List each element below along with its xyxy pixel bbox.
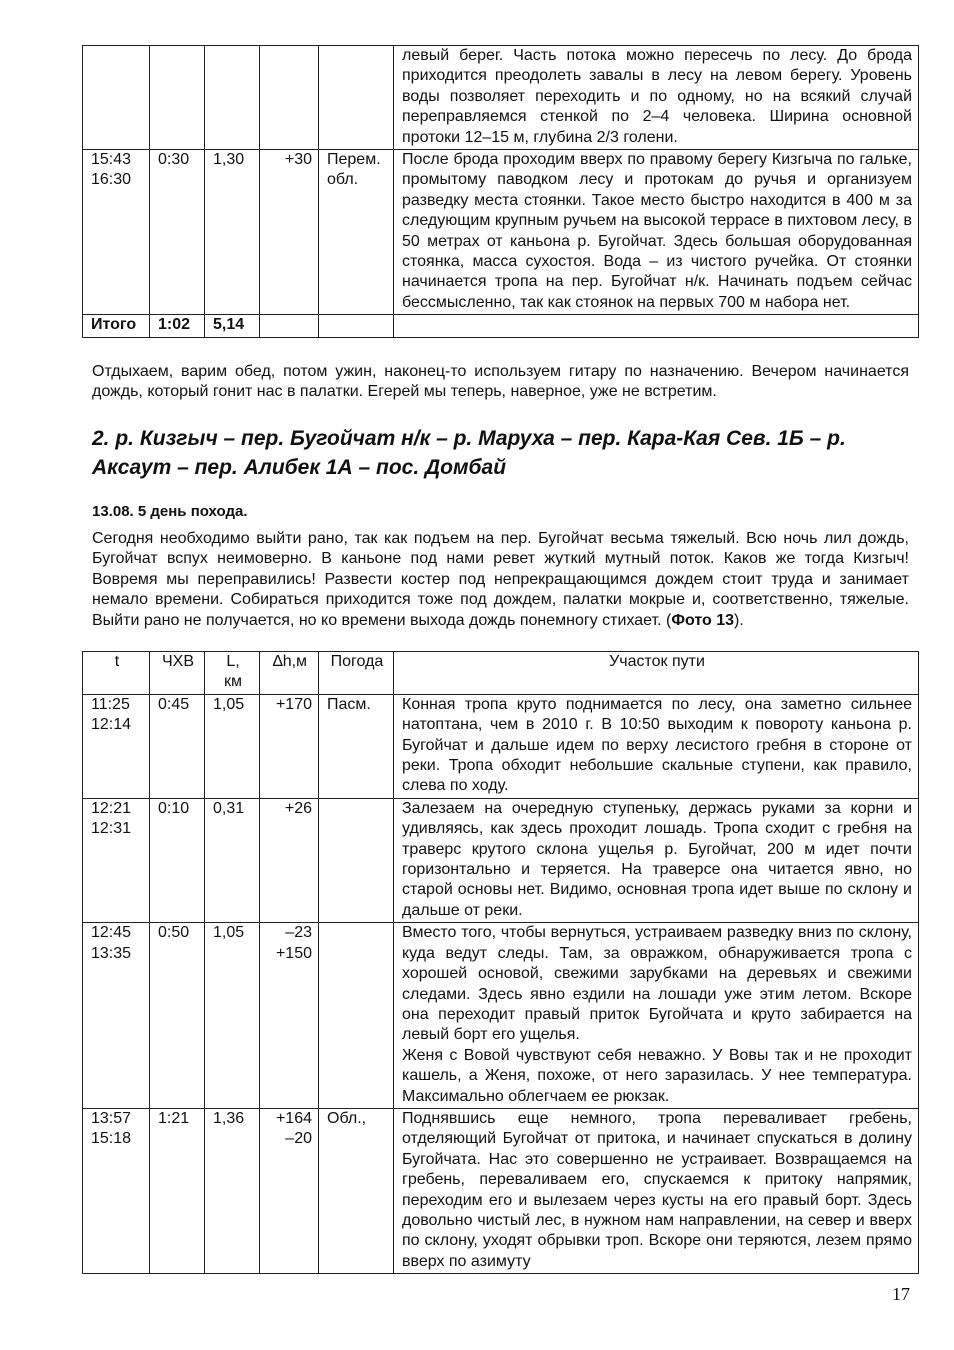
total-row xyxy=(83,315,919,337)
paragraph-day5-suffix: ). xyxy=(733,611,744,629)
length-cell: 1,05 xyxy=(205,923,260,1109)
height-cell: +164 –20 xyxy=(260,1108,319,1273)
length-cell: 1,36 xyxy=(205,1108,260,1273)
table-row xyxy=(83,150,919,315)
page-number: 17 xyxy=(892,1284,910,1304)
chv-cell: 0:50 xyxy=(150,923,205,1109)
total-chv: 1:02 xyxy=(150,315,205,337)
description-cell: Залезаем на очередную ступеньку, держась руками за корни и удивляясь, как здесь проходит лошадь. Тропа сходит с гребня на траверс крутого склона ущелья р. Бугойчат, 200 м идет почти горизонтально и теряется. На траверсе она читается явно, но старой основы нет. Видимо, основная тропа идет выше по склону и дальше от реки. xyxy=(394,798,919,922)
weather-cell: Пасм. xyxy=(319,694,394,798)
paragraph-day5 xyxy=(92,529,909,631)
weather-cell: Обл., xyxy=(319,1108,394,1273)
route-log-table-continued xyxy=(82,45,919,338)
description-cell: Вместо того, чтобы вернуться, устраиваем разведку вниз по склону, куда ведут следы. Там, за овражком, обнаруживается тропа с хорошей основой, свежими зарубками на деревьях и свежими следами. Здесь явно ездили на лошади уже этим летом. Вскоре она переходит правый приток Бугойчата и круто забирается на левый борт его ущелья. Женя с Вовой чувствуют себя неважно. У Вовы так и не проходит кашель, а Женя, похоже, от него заразилась. У нее температура. Максимально облегчаем ее рюкзак. xyxy=(394,923,919,1109)
table-row xyxy=(83,798,919,922)
table-header-row xyxy=(83,652,919,695)
route-log-table-day5 xyxy=(82,651,919,1274)
paragraph-evening: Отдыхаем, варим обед, потом ужин, наконец-то используем гитару по назначению. Вечером начинается дождь, который гонит нас в палатки. Егерей мы теперь, наверное, уже не встретим. xyxy=(92,363,909,401)
time-cell: 13:57 15:18 xyxy=(83,1108,150,1273)
time-cell xyxy=(83,46,150,150)
description-cell: Конная тропа круто поднимается по лесу, она заметно сильнее натоптана, чем в 2010 г. В 10:50 выходим к повороту каньона р. Бугойчат и дальше идем по верху лесистого гребня в стороне от реки. Тропа обходит небольшие скальные ступени, как правило, слева по ходу. xyxy=(394,694,919,798)
day-heading: 13.08. 5 день похода. xyxy=(92,503,248,520)
chv-cell: 0:30 xyxy=(150,150,205,315)
time-cell: 11:25 12:14 xyxy=(83,694,150,798)
total-label: Итого xyxy=(83,315,150,337)
description-cell: левый берег. Часть потока можно пересечь по лесу. До брода приходится преодолеть завалы в лесу на левом берегу. Уровень воды позволяет переходить и по одному, но на всякий случай переправляемся стенкой по 2–4 человека. Ширина основной протоки 12–15 м, глубина 2/3 голени. xyxy=(394,46,919,150)
time-cell: 15:43 16:30 xyxy=(83,150,150,315)
height-cell: –23 +150 xyxy=(260,923,319,1109)
chv-cell: 0:45 xyxy=(150,694,205,798)
weather-cell xyxy=(319,798,394,922)
total-empty xyxy=(319,315,394,337)
description-cell: Поднявшись еще немного, тропа переваливает гребень, отделяющий Бугойчат от притока, и начинает спускаться в долину Бугойчата. Нас это совершенно не устраивает. Возвращаемся на гребень, переваливаем его, спускаемся к притоку напрямик, переходим его и вылезаем через кусты на его правый борт. Здесь довольно чистый лес, в нужном нам направлении, на север и вверх по склону, уходят обрывки троп. Вскоре они теряются, лезем прямо вверх по азимуту xyxy=(394,1108,919,1273)
chv-cell: 0:10 xyxy=(150,798,205,922)
description-cell: После брода проходим вверх по правому берегу Кизгыча по гальке, промытому паводком лесу и протокам до ручья и организуем разведку места стоянки. Такое место быстро находится в 400 м за следующим крупным ручьем на высокой террасе в пихтовом лесу, в 50 метрах от каньона р. Бугойчат. Здесь большая оборудованная стоянка, масса сухостоя. Вода – из чистого ручейка. От стоянки начинается тропа на пер. Бугойчат н/к. Начинать подъем сейчас бессмысленно, так как стоянок на первых 700 м набора нет. xyxy=(394,150,919,315)
table-row xyxy=(83,1108,919,1273)
table-row xyxy=(83,923,919,1109)
table-row xyxy=(83,694,919,798)
chv-cell: 1:21 xyxy=(150,1108,205,1273)
height-cell: +170 xyxy=(260,694,319,798)
length-cell xyxy=(205,46,260,150)
time-cell: 12:45 13:35 xyxy=(83,923,150,1109)
header-length: L, км xyxy=(205,652,260,695)
section-heading: 2. р. Кизгыч – пер. Бугойчат н/к – р. Маруха – пер. Кара-Кая Сев. 1Б – р. Аксаут – пер. Алибек 1А – пос. Домбай xyxy=(92,427,846,479)
total-empty xyxy=(260,315,319,337)
header-time: t xyxy=(83,652,150,695)
weather-cell: Перем. обл. xyxy=(319,150,394,315)
weather-cell xyxy=(319,923,394,1109)
paragraph-day5-text: Сегодня необходимо выйти рано, так как подъем на пер. Бугойчат весьма тяжелый. Всю ночь лил дождь, Бугойчат вспух неимоверно. В каньоне под нами ревет жуткий мутный поток. Каков же тогда Кизгыч! Вовремя мы переправились! Развести костер под непрекращающимся дождем стоит труда и занимает немало времени. Собираться приходится тоже под дождем, палатки мокрые и, соответственно, тяжелые. Выйти рано не получается, но ко времени выхода дождь понемногу стихает. ( xyxy=(92,530,909,629)
chv-cell xyxy=(150,46,205,150)
weather-cell xyxy=(319,46,394,150)
length-cell: 1,05 xyxy=(205,694,260,798)
total-length: 5,14 xyxy=(205,315,260,337)
header-height: ∆h,м xyxy=(260,652,319,695)
height-cell: +26 xyxy=(260,798,319,922)
time-cell: 12:21 12:31 xyxy=(83,798,150,922)
total-empty xyxy=(394,315,919,337)
height-cell xyxy=(260,46,319,150)
length-cell: 1,30 xyxy=(205,150,260,315)
route-log-body xyxy=(83,694,919,1273)
route-log-body xyxy=(83,46,919,338)
length-cell: 0,31 xyxy=(205,798,260,922)
table-row xyxy=(83,46,919,150)
header-chv: ЧХВ xyxy=(150,652,205,695)
photo-reference: Фото 13 xyxy=(671,611,734,629)
header-weather: Погода xyxy=(319,652,394,695)
header-route-section: Участок пути xyxy=(394,652,919,695)
height-cell: +30 xyxy=(260,150,319,315)
